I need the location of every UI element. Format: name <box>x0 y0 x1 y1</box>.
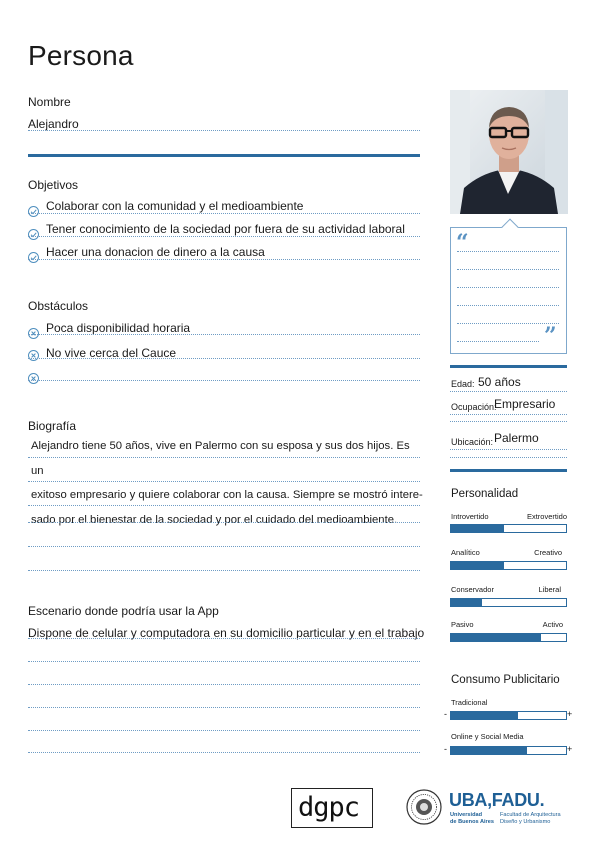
section-divider <box>28 154 420 157</box>
biografia-line-rule <box>28 481 420 482</box>
biografia-line-rule <box>28 457 420 458</box>
persona-photo <box>450 90 568 214</box>
objetivo-line <box>28 259 420 260</box>
objetivos-label: Objetivos <box>28 178 79 192</box>
consumo-bar <box>450 746 567 755</box>
consumo-title: Consumo Publicitario <box>451 674 560 686</box>
check-icon <box>28 252 39 263</box>
quote-line <box>457 323 559 324</box>
objetivo-item: Colaborar con la comunidad y el medioambiente <box>46 199 304 213</box>
trait-bar <box>450 524 567 533</box>
trait-bar <box>450 561 567 570</box>
quote-close-icon: ” <box>544 323 557 349</box>
trait-left-label: Pasivo <box>451 620 474 629</box>
trait-bar <box>450 633 567 642</box>
obstaculo-item: No vive cerca del Cauce <box>46 346 177 360</box>
edad-value: 50 años <box>478 375 521 389</box>
biografia-line: Alejandro tiene 50 años, vive en Palermo con su esposa y sus dos hijos. Es un <box>31 440 410 477</box>
obstaculos-label: Obstáculos <box>28 299 89 313</box>
escenario-line <box>28 638 420 639</box>
uba-subtitle-left <box>450 812 494 825</box>
plus-icon: + <box>567 744 573 754</box>
personalidad-title: Personalidad <box>451 488 519 500</box>
uba-subtitle-line: de Buenos Aires <box>450 818 494 825</box>
ubicacion-value: Palermo <box>494 431 539 445</box>
objetivo-line <box>28 213 420 214</box>
x-circle-icon <box>28 373 39 384</box>
ubicacion-line <box>450 449 567 450</box>
edad-label: Edad: <box>451 379 475 389</box>
ocupacion-value: Empresario <box>494 397 556 411</box>
uba-seal-icon <box>406 789 442 825</box>
escenario-value: Dispone de celular y computadora en su domicilio particular y en el trabajo <box>28 626 425 640</box>
escenario-line <box>28 707 420 708</box>
biografia-line-rule <box>28 570 420 571</box>
objetivo-item: Tener conocimiento de la sociedad por fuera de su actividad laboral <box>46 222 405 236</box>
consumo-label: Tradicional <box>451 698 488 707</box>
trait-right-label: Activo <box>542 620 563 629</box>
biografia-line-rule <box>28 546 420 547</box>
escenario-line <box>28 684 420 685</box>
biografia-line: sado por el bienestar de la sociedad y por el cuidado del medioambiente. <box>31 513 398 526</box>
biografia-line-rule <box>28 522 420 523</box>
stats-divider <box>450 365 567 368</box>
ubicacion-line <box>450 457 567 458</box>
stats-divider <box>450 469 567 472</box>
escenario-label: Escenario donde podría usar la App <box>28 604 219 618</box>
trait-bar-fill <box>451 634 541 641</box>
consumo-bar <box>450 711 567 720</box>
objetivo-line <box>28 236 420 237</box>
trait-bar-fill <box>451 562 504 569</box>
trait-bar-fill <box>451 599 482 606</box>
uba-subtitle-line: Universidad <box>450 812 483 818</box>
quote-line <box>457 305 559 306</box>
ocupacion-label: Ocupación: <box>451 402 497 412</box>
dgpc-logo <box>291 788 373 828</box>
consumo-bar-fill <box>451 747 527 754</box>
nombre-label: Nombre <box>28 95 71 109</box>
ocupacion-line <box>450 421 567 422</box>
trait-bar <box>450 598 567 607</box>
escenario-line <box>28 730 420 731</box>
plus-icon: + <box>567 709 573 719</box>
x-circle-icon <box>28 350 39 361</box>
ocupacion-line <box>450 414 567 415</box>
uba-fadu-logo: UBA,FADU. <box>449 790 545 810</box>
trait-right-label: Liberal <box>538 585 561 594</box>
trait-left-label: Conservador <box>451 585 494 594</box>
consumo-bar-fill <box>451 712 518 719</box>
trait-bar-fill <box>451 525 504 532</box>
escenario-line <box>28 752 420 753</box>
check-icon <box>28 206 39 217</box>
consumo-label: Online y Social Media <box>451 732 524 741</box>
uba-subtitle-line: Facultad de Arquitectura <box>500 812 561 818</box>
escenario-line <box>28 661 420 662</box>
minus-icon: - <box>444 744 447 754</box>
uba-subtitle-right <box>500 812 561 825</box>
trait-right-label: Extrovertido <box>526 512 567 521</box>
quote-line <box>457 341 539 342</box>
check-icon <box>28 229 39 240</box>
obstaculo-line <box>28 334 420 335</box>
trait-left-label: Introvertido <box>451 512 489 521</box>
obstaculo-line <box>28 380 420 381</box>
nombre-line <box>28 130 420 131</box>
minus-icon: - <box>444 709 447 719</box>
trait-left-label: Analítico <box>451 548 480 557</box>
biografia-label: Biografía <box>28 419 77 433</box>
quote-open-icon: “ <box>456 230 469 256</box>
edad-line <box>450 391 567 392</box>
biografia-line: exitoso empresario y quiere colaborar con la causa. Siempre se mostró intere- <box>31 489 423 501</box>
quote-line <box>457 287 559 288</box>
uba-subtitle-line: Diseño y Urbanismo <box>500 818 551 825</box>
obstaculo-line <box>28 358 420 359</box>
dgpc-logo-text: dgpc <box>298 792 360 823</box>
trait-right-label: Creativo <box>534 548 562 557</box>
quote-line <box>457 251 559 252</box>
nombre-value: Alejandro <box>28 117 79 131</box>
page-title: Persona <box>28 40 134 71</box>
ubicacion-label: Ubicación: <box>451 437 494 447</box>
obstaculo-item: Poca disponibilidad horaria <box>46 321 191 335</box>
objetivo-item: Hacer una donacion de dinero a la causa <box>46 245 265 259</box>
biografia-text <box>31 434 423 532</box>
quote-line <box>457 269 559 270</box>
biografia-line-rule <box>28 505 420 506</box>
